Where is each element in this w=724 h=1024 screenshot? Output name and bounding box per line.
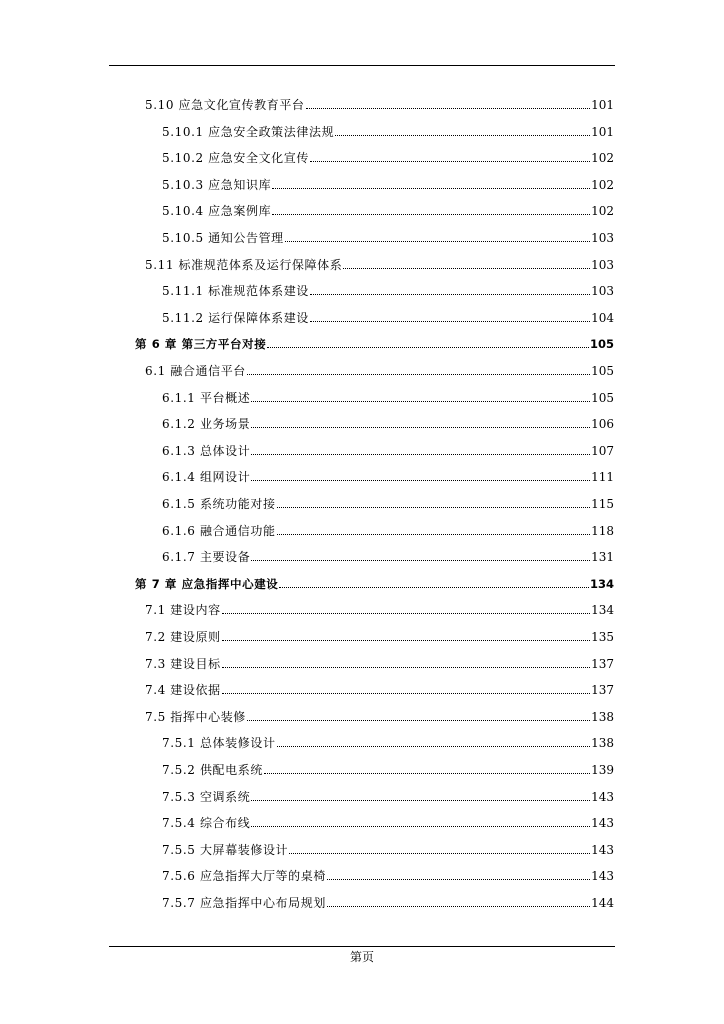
- toc-page-number: 101: [591, 98, 614, 112]
- toc-entry[interactable]: [162, 867, 614, 883]
- toc-dot-leader: [343, 268, 590, 269]
- toc-entry[interactable]: [145, 681, 614, 697]
- toc-entry-title: 7.2 建设原则: [145, 630, 221, 644]
- toc-dot-leader: [277, 507, 591, 508]
- toc-entry[interactable]: [162, 389, 614, 405]
- toc-page-number: 107: [591, 443, 614, 458]
- toc-entry-title: 7.5.7 应急指挥中心布局规划: [162, 896, 326, 910]
- toc-entry-title: 7.5 指挥中心装修: [145, 709, 246, 724]
- toc-entry-title: 7.4 建设依据: [145, 683, 221, 698]
- toc-dot-leader: [277, 534, 591, 535]
- toc-entry[interactable]: [162, 814, 614, 830]
- toc-entry[interactable]: [162, 734, 614, 750]
- toc-entry-title: 7.5.2 供配电系统: [162, 763, 263, 777]
- toc-entry-title: 第 6 章 第三方平台对接: [135, 337, 267, 352]
- toc-dot-leader: [222, 693, 590, 694]
- toc-entry[interactable]: [162, 415, 614, 431]
- toc-entry-title: 6.1.4 组网设计: [162, 470, 251, 485]
- toc-dot-leader: [251, 454, 590, 455]
- toc-entry-title: 7.5.5 大屏幕装修设计: [162, 842, 289, 857]
- toc-entry[interactable]: [162, 123, 614, 139]
- toc-page-number: 143: [591, 869, 614, 884]
- toc-entry-title: 7.5.3 空调系统: [162, 789, 251, 804]
- toc-entry-title: 5.11 标准规范体系及运行保障体系: [145, 257, 343, 272]
- toc-dot-leader: [327, 906, 590, 907]
- toc-dot-leader: [251, 800, 590, 801]
- toc-page-number: 104: [591, 310, 614, 325]
- footer-rule: [109, 946, 615, 947]
- toc-dot-leader: [272, 214, 590, 215]
- toc-entry-title: 6.1.3 总体设计: [162, 443, 251, 458]
- toc-entry-title: 7.5.6 应急指挥大厅等的桌椅: [162, 869, 326, 884]
- toc-entry-title: 5.10.3 应急知识库: [162, 177, 272, 192]
- toc-entry[interactable]: [145, 256, 614, 272]
- toc-page-number: 143: [591, 789, 614, 804]
- toc-entry[interactable]: [145, 628, 614, 644]
- toc-entry[interactable]: [162, 282, 614, 298]
- toc-dot-leader: [251, 480, 590, 481]
- toc-entry-title: 5.10.2 应急安全文化宣传: [162, 151, 309, 166]
- toc-entry[interactable]: [162, 176, 614, 192]
- toc-chapter-entry[interactable]: [135, 575, 614, 591]
- toc-entry-title: 5.10.1 应急安全政策法律法规: [162, 124, 335, 139]
- toc-entry[interactable]: [162, 468, 614, 484]
- toc-page-number: 101: [591, 124, 614, 139]
- toc-page-number: 111: [591, 470, 614, 485]
- toc-dot-leader: [222, 667, 590, 668]
- toc-entry-title: 6.1.2 业务场景: [162, 417, 251, 432]
- toc-entry-title: 5.10.5 通知公告管理: [162, 231, 284, 245]
- toc-dot-leader: [251, 560, 590, 561]
- toc-page-number: 131: [591, 550, 614, 565]
- toc-entry[interactable]: [162, 522, 614, 538]
- toc-entry-title: 第 7 章 应急指挥中心建设: [135, 576, 279, 591]
- toc-dot-leader: [289, 853, 590, 854]
- toc-page-number: 135: [591, 630, 614, 644]
- toc-entry[interactable]: [162, 202, 614, 218]
- toc-page-number: 138: [591, 709, 614, 724]
- toc-page-number: 144: [591, 896, 614, 910]
- toc-page-number: 105: [589, 337, 614, 352]
- toc-dot-leader: [247, 374, 590, 375]
- toc-entry[interactable]: [145, 362, 614, 378]
- toc-entry[interactable]: [145, 96, 614, 112]
- page-footer: 第页: [349, 950, 374, 964]
- toc-dot-leader: [264, 773, 590, 774]
- toc-page-number: 118: [591, 523, 614, 538]
- toc-page-number: 102: [591, 177, 614, 192]
- toc-entry-title: 6.1.6 融合通信功能: [162, 523, 276, 538]
- toc-page-number: 143: [591, 816, 614, 831]
- toc-chapter-entry[interactable]: [135, 335, 614, 351]
- toc-page-number: 103: [591, 257, 614, 272]
- toc-page-number: 137: [591, 683, 614, 698]
- toc-page-number: 102: [591, 204, 614, 219]
- toc-entry-title: 5.11.1 标准规范体系建设: [162, 284, 309, 299]
- toc-entry[interactable]: [145, 655, 614, 671]
- toc-entry-title: 6.1.1 平台概述: [162, 390, 251, 405]
- toc-entry-title: 6.1.7 主要设备: [162, 550, 251, 565]
- toc-entry-title: 5.10 应急文化宣传教育平台: [145, 98, 305, 112]
- toc-entry[interactable]: [162, 841, 614, 857]
- toc-entry[interactable]: [162, 761, 614, 777]
- toc-entry[interactable]: [162, 149, 614, 165]
- toc-page-number: 105: [591, 390, 614, 405]
- toc-page-number: 103: [591, 284, 614, 299]
- toc-page-number: 115: [591, 497, 614, 511]
- toc-entry[interactable]: [145, 708, 614, 724]
- toc-dot-leader: [251, 401, 590, 402]
- toc-page-number: 137: [591, 656, 614, 671]
- toc-page-number: 138: [591, 736, 614, 751]
- toc-entry-title: 7.3 建设目标: [145, 656, 221, 671]
- toc-entry[interactable]: [162, 894, 614, 910]
- toc-entry[interactable]: [162, 548, 614, 564]
- toc-dot-leader: [310, 294, 590, 295]
- toc-page-number: 139: [591, 763, 614, 777]
- toc-dot-leader: [285, 241, 590, 242]
- toc-entry[interactable]: [162, 788, 614, 804]
- toc-entry-title: 6.1.5 系统功能对接: [162, 497, 276, 511]
- toc-entry-title: 7.5.1 总体装修设计: [162, 736, 276, 751]
- toc-page-number: 106: [591, 417, 614, 432]
- toc-page-number: 105: [591, 364, 614, 378]
- toc-entry[interactable]: [162, 495, 614, 511]
- toc-entry-title: 7.1 建设内容: [145, 603, 221, 618]
- toc-dot-leader: [247, 720, 590, 721]
- toc-entry-title: 5.11.2 运行保障体系建设: [162, 310, 309, 325]
- toc-dot-leader: [267, 347, 589, 348]
- toc-dot-leader: [310, 161, 590, 162]
- toc-dot-leader: [279, 587, 589, 588]
- toc-entry[interactable]: [162, 309, 614, 325]
- toc-entry[interactable]: [145, 601, 614, 617]
- toc-page-number: 102: [591, 151, 614, 166]
- toc-dot-leader: [327, 879, 590, 880]
- toc-page-number: 134: [591, 603, 614, 618]
- toc-entry-title: 6.1 融合通信平台: [145, 364, 246, 378]
- toc-page-number: 103: [591, 231, 614, 245]
- toc-entry-title: 5.10.4 应急案例库: [162, 204, 272, 219]
- toc-dot-leader: [222, 640, 590, 641]
- toc-dot-leader: [251, 427, 590, 428]
- toc-entry[interactable]: [162, 442, 614, 458]
- toc-dot-leader: [310, 321, 590, 322]
- toc-dot-leader: [251, 826, 590, 827]
- toc-page-number: 143: [591, 842, 614, 857]
- toc-dot-leader: [306, 108, 591, 109]
- toc-entry-title: 7.5.4 综合布线: [162, 816, 251, 831]
- toc-page-number: 134: [589, 576, 614, 591]
- toc-dot-leader: [272, 188, 590, 189]
- toc-entry[interactable]: [162, 229, 614, 245]
- toc-dot-leader: [277, 746, 591, 747]
- toc-dot-leader: [222, 613, 590, 614]
- toc-dot-leader: [335, 135, 590, 136]
